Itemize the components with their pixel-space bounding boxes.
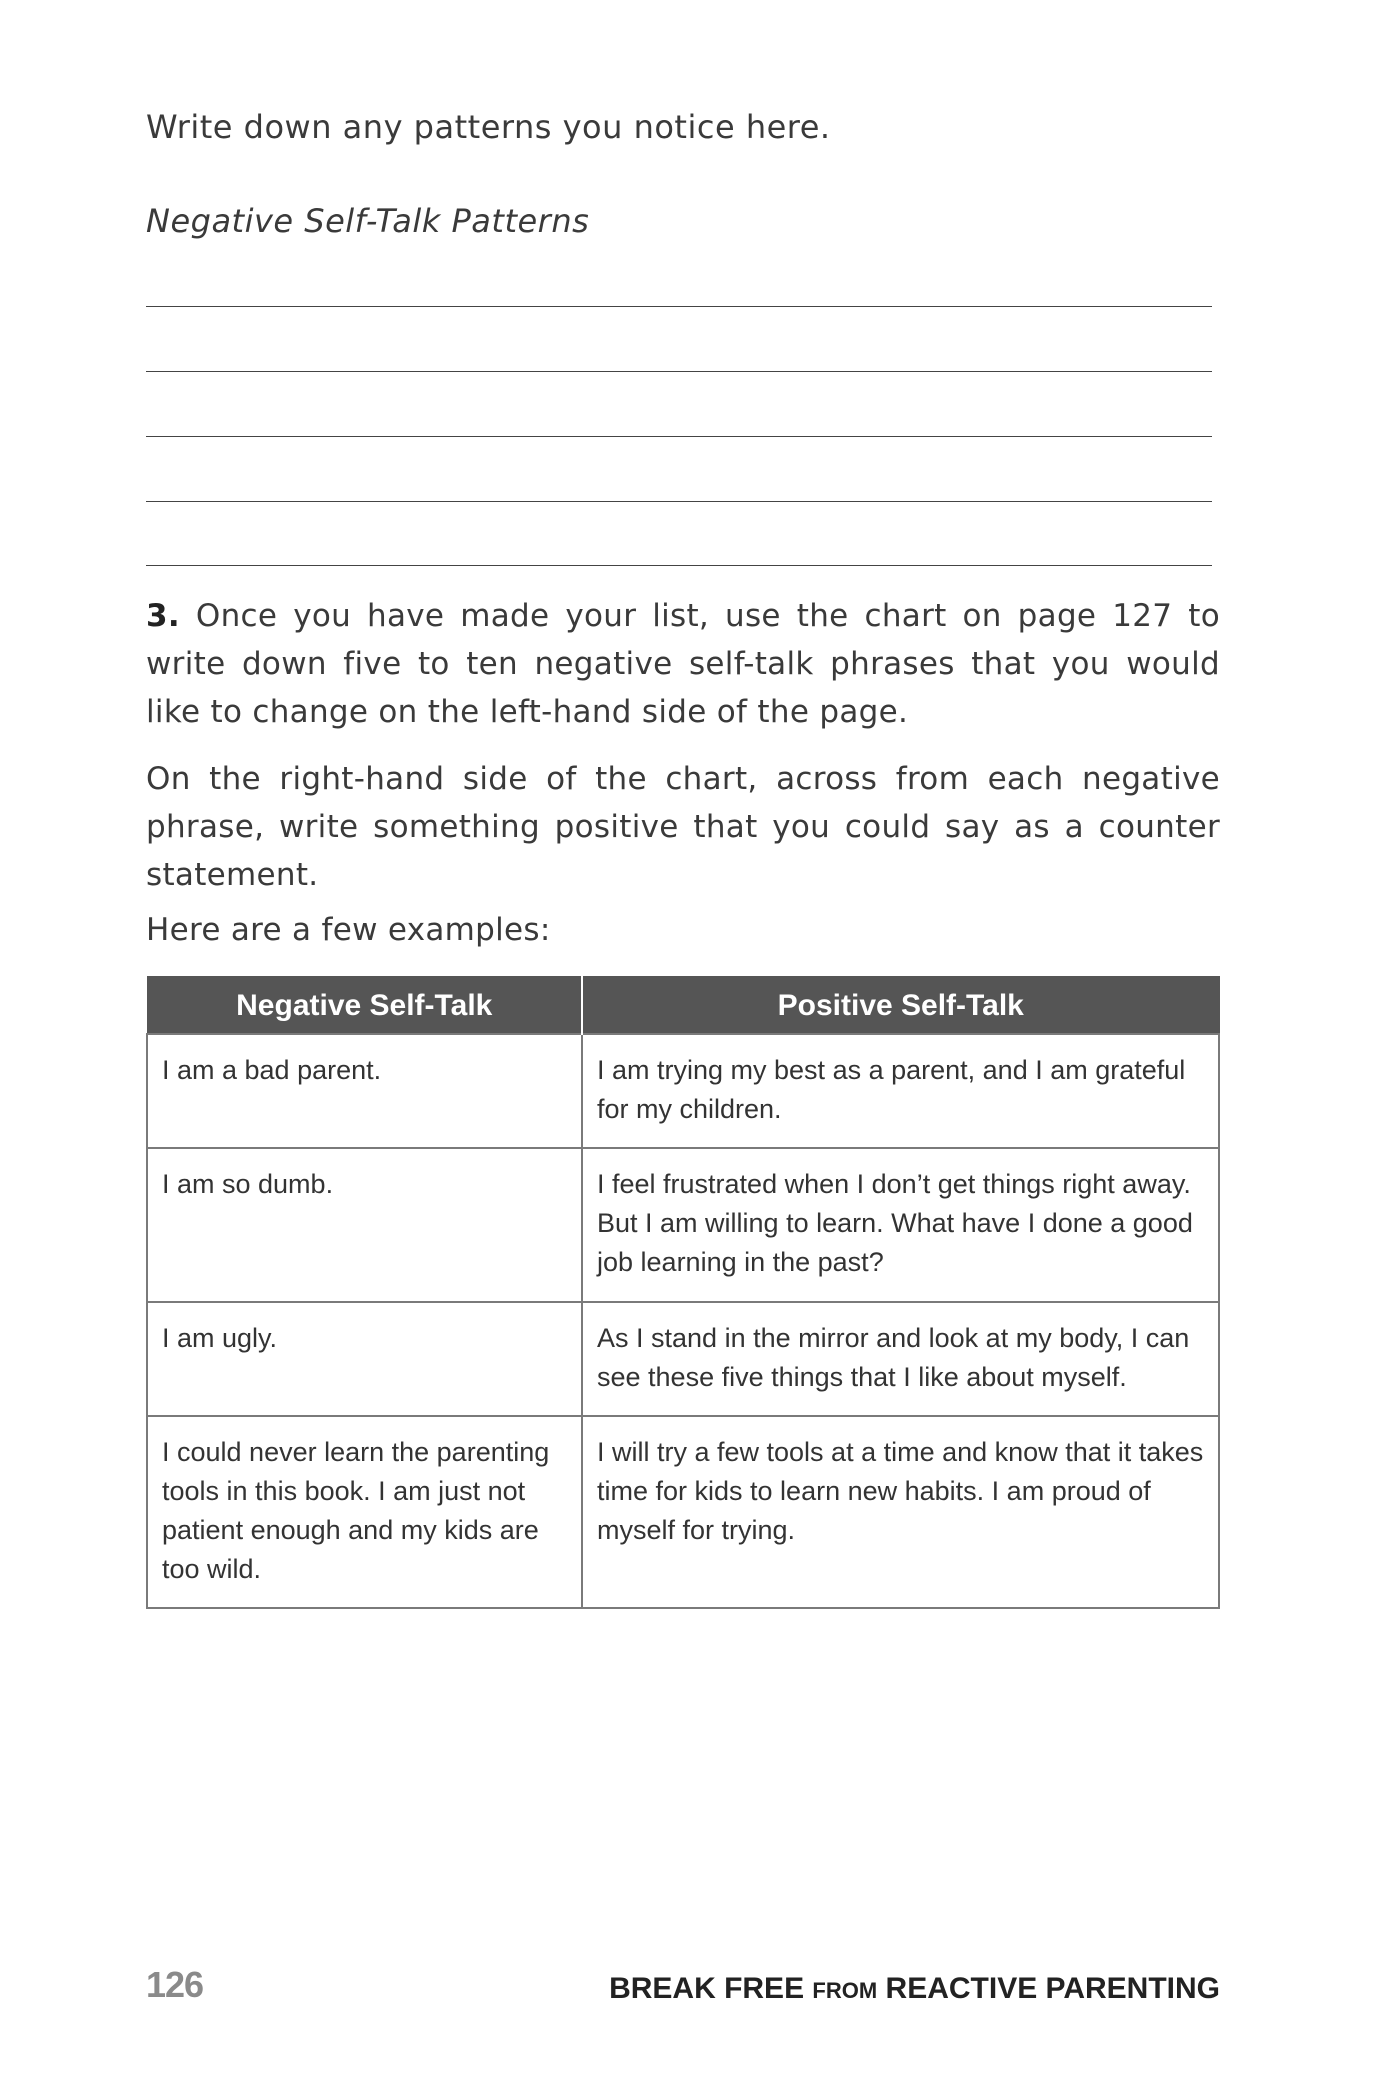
table-row (147, 1302, 1219, 1416)
positive-cell: I feel frustrated when I don’t get things right away. But I am willing to learn. What have I done a good job learning in the past? (582, 1148, 1219, 1302)
writing-line[interactable] (146, 371, 1212, 372)
writing-line[interactable] (146, 565, 1212, 566)
negative-cell: I am so dumb. (147, 1148, 582, 1302)
step-3-paragraph (146, 592, 1220, 736)
examples-intro: Here are a few examples: (146, 912, 551, 948)
intro-text: Write down any patterns you notice here. (146, 108, 831, 146)
table-row (147, 1416, 1219, 1608)
writing-line[interactable] (146, 436, 1212, 437)
step-3-text: Once you have made your list, use the chart on page 127 to write down five to ten negative self-talk phrases that you would like to change on the left-hand side of the page. (146, 598, 1220, 730)
negative-column-header: Negative Self-Talk (147, 977, 582, 1035)
writing-line[interactable] (146, 306, 1212, 307)
title-part-break-free: BREAK FREE (609, 1972, 805, 2005)
step-number: 3. (146, 598, 180, 634)
book-title-footer (609, 1972, 1220, 2006)
negative-cell: I am ugly. (147, 1302, 582, 1416)
instruction-paragraph: On the right-hand side of the chart, across from each negative phrase, write something positive that you could say as a counter statement. (146, 761, 1220, 893)
positive-cell: I will try a few tools at a time and know that it takes time for kids to learn new habits. I am proud of myself for trying. (582, 1416, 1219, 1608)
negative-cell: I could never learn the parenting tools in this book. I am just not patient enough and my kids are too wild. (147, 1416, 582, 1608)
title-part-from: FROM (812, 1978, 878, 2003)
positive-cell: As I stand in the mirror and look at my body, I can see these five things that I like about myself. (582, 1302, 1219, 1416)
table-header-row (147, 977, 1219, 1035)
patterns-subheading: Negative Self-Talk Patterns (146, 202, 590, 240)
writing-line[interactable] (146, 501, 1212, 502)
table-row (147, 1034, 1219, 1148)
positive-cell: I am trying my best as a parent, and I am grateful for my children. (582, 1034, 1219, 1148)
negative-cell: I am a bad parent. (147, 1034, 582, 1148)
title-part-reactive-parenting: REACTIVE PARENTING (885, 1972, 1220, 2005)
self-talk-examples-table (146, 976, 1220, 1609)
page-number: 126 (146, 1964, 204, 2005)
table-row (147, 1148, 1219, 1302)
positive-column-header: Positive Self-Talk (582, 977, 1219, 1035)
